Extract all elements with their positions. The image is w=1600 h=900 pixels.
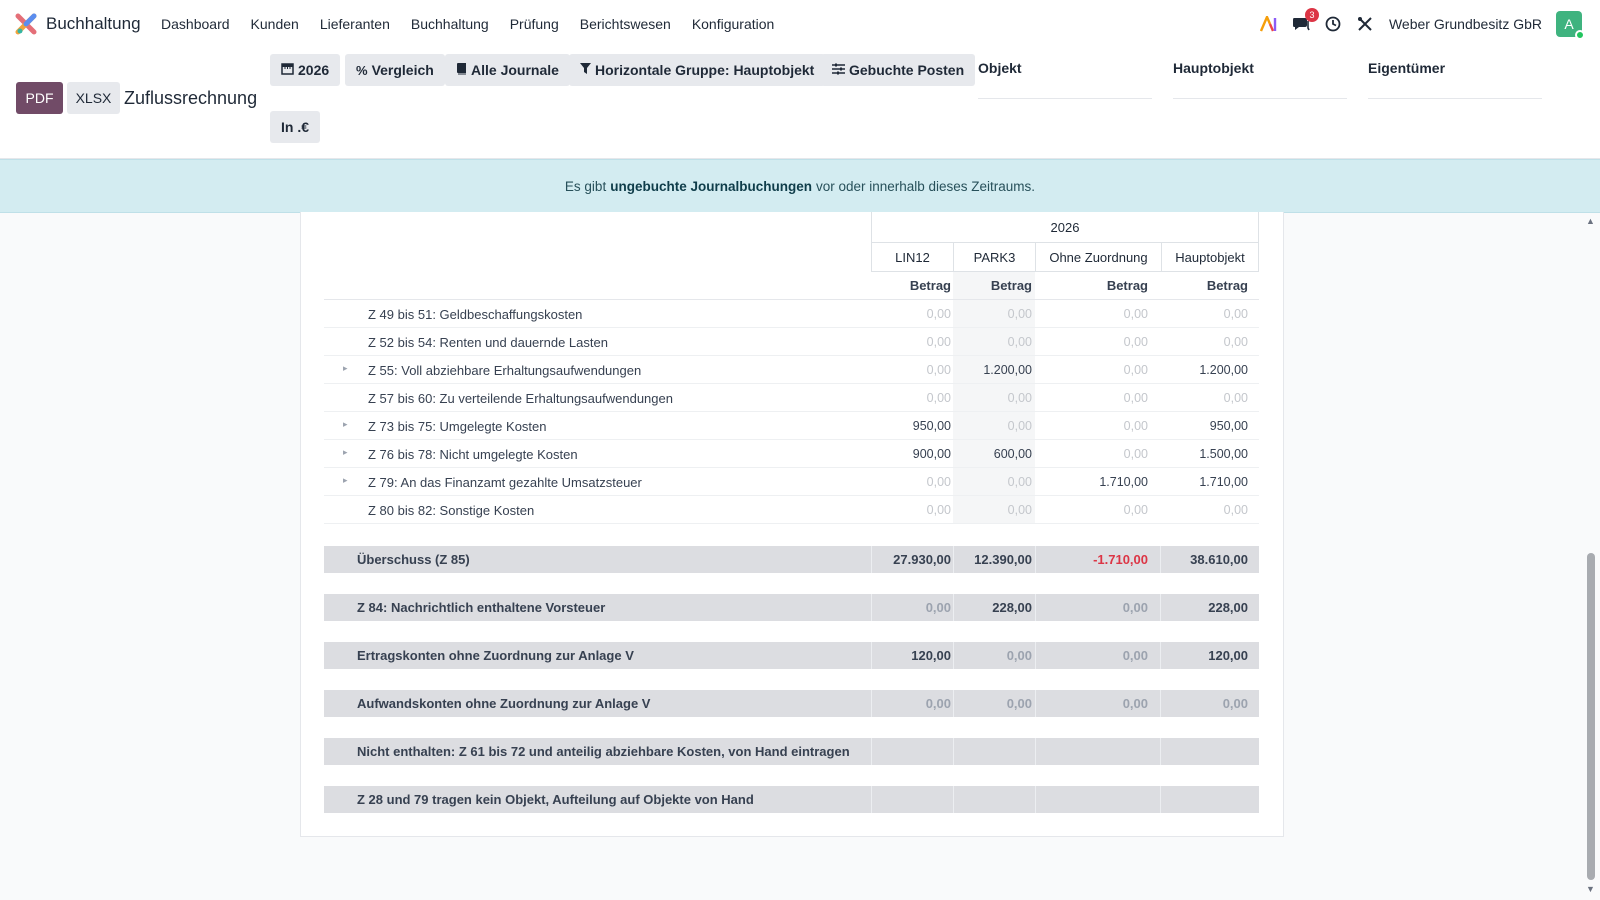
report-line-name: Z 57 bis 60: Zu verteilende Erhaltungsaufwendungen [368,391,673,406]
funnel-icon [580,63,591,78]
report-line[interactable] [324,356,1259,384]
horizontal-group-filter-label: Horizontale Gruppe: Hauptobjekt [595,62,815,78]
report-line-value: 0,00 [1007,419,1032,433]
menu-lieferanten[interactable]: Lieferanten [319,16,390,32]
date-filter-label: 2026 [298,62,330,78]
report-line-name: Z 80 bis 82: Sonstige Kosten [368,503,535,518]
column-separator [871,738,872,765]
report-line-value: 0,00 [1223,307,1248,321]
report-line-name: Z 76 bis 78: Nicht umgelegte Kosten [368,447,578,462]
report-line-name: Z 49 bis 51: Geldbeschaffungskosten [368,307,583,322]
column-header-lin12: LIN12 [871,242,954,272]
report-line [324,496,1259,524]
objekt-filter-label: Objekt [978,60,1022,76]
report-line-value: 0,00 [1123,307,1148,321]
report-line-value[interactable]: 950,00 [912,419,951,433]
subheader-betrag-2: Betrag [990,278,1032,293]
summary-line-name: Z 28 und 79 tragen kein Objekt, Aufteilung auf Objekte von Hand [357,792,754,807]
report-line-value: 0,00 [926,391,951,405]
report-line-value: 0,00 [1223,391,1248,405]
report-line-value: 0,00 [1223,335,1248,349]
report-line [324,300,1259,328]
report-line-value: 0,00 [1007,475,1032,489]
report-line[interactable] [324,440,1259,468]
summary-line-name: Überschuss (Z 85) [357,552,470,567]
report-line-value: 0,00 [1007,391,1032,405]
alert-text-before: Es gibt [564,178,607,194]
summary-line [324,786,1259,813]
report-line-name: Z 73 bis 75: Umgelegte Kosten [368,419,547,434]
menu-dashboard[interactable]: Dashboard [161,16,230,32]
summary-line-value[interactable]: 0,00 [1222,696,1248,711]
summary-line-value[interactable]: 0,00 [1006,696,1032,711]
scroll-up-arrow-icon[interactable]: ▲ [1586,216,1595,226]
column-separator [1160,786,1161,813]
column-header-park3: PARK3 [953,242,1036,272]
report-line-name: Z 55: Voll abziehbare Erhaltungsaufwendungen [368,363,642,378]
report-line-value: 0,00 [926,475,951,489]
column-separator [1160,738,1161,765]
report-line-value[interactable]: 1.200,00 [983,363,1032,377]
online-status-dot [1575,30,1585,40]
report-line-value[interactable]: 900,00 [912,447,951,461]
top-navbar [0,0,1600,48]
summary-line [324,690,1259,717]
brand[interactable] [14,12,141,36]
activity-clock-icon[interactable] [1323,14,1343,34]
summary-line-value[interactable]: 228,00 [1208,600,1248,615]
systray [1247,0,1582,48]
expand-caret-icon[interactable]: ▸ [343,475,348,485]
report-line-value[interactable]: 1.710,00 [1199,475,1248,489]
summary-line-value[interactable]: 0,00 [925,600,951,615]
date-filter-button[interactable] [270,54,340,86]
report-line[interactable] [324,412,1259,440]
column-header-hauptobjekt: Hauptobjekt [1161,242,1259,272]
report-line-name: Z 79: An das Finanzamt gezahlte Umsatzsteuer [368,475,642,490]
hauptobjekt-filter-input[interactable] [1173,98,1347,99]
column-separator [1035,738,1036,765]
expand-caret-icon[interactable]: ▸ [343,447,348,457]
calendar-icon [281,62,294,78]
summary-line-value[interactable]: 0,00 [1122,648,1148,663]
report-line-value: 0,00 [926,335,951,349]
summary-line-value[interactable]: 0,00 [1122,600,1148,615]
summary-line [324,738,1259,765]
summary-line-value[interactable]: 120,00 [911,648,951,663]
column-separator [953,738,954,765]
messages-icon[interactable] [1291,10,1315,34]
summary-line-name: Z 84: Nachrichtlich enthaltene Vorsteuer [357,600,606,615]
company-name[interactable]: Weber Grundbesitz GbR [1388,16,1542,32]
comparison-filter-label: Vergleich [371,62,434,78]
sliders-icon [832,63,845,78]
subheader-betrag-1: Betrag [909,278,951,293]
alert-text-after: vor oder innerhalb dieses Zeitraums. [815,178,1036,194]
report-line-name: Z 52 bis 54: Renten und dauernde Lasten [368,335,608,350]
report-line-value: 0,00 [926,503,951,517]
summary-line-value[interactable]: 0,00 [925,696,951,711]
menu-kunden[interactable]: Kunden [250,16,299,32]
subheader-betrag-3: Betrag [1106,278,1148,293]
objekt-filter-field[interactable] [978,60,1152,99]
currency-unit-label: In .€ [281,119,310,135]
report-line-value: 0,00 [1007,335,1032,349]
journals-filter-label: Alle Journale [471,62,559,78]
summary-line-value[interactable]: -1.710,00 [1093,552,1148,567]
report-line [324,384,1259,412]
odoo-accounting-logo-icon [14,12,38,36]
summary-line-value[interactable]: 38.610,00 [1190,552,1248,567]
report-line-value[interactable]: 1.710,00 [1099,475,1148,489]
column-separator [1035,786,1036,813]
summary-line [324,546,1259,573]
posted-entries-filter-button[interactable] [821,54,975,86]
report-line-value: 0,00 [1007,503,1032,517]
control-panel [0,48,1600,159]
summary-line-value[interactable]: 12.390,00 [974,552,1032,567]
summary-line-value[interactable]: 27.930,00 [893,552,951,567]
summary-line-value[interactable]: 0,00 [1006,648,1032,663]
posted-entries-filter-label: Gebuchte Posten [849,62,965,78]
report-line-value: 0,00 [1123,447,1148,461]
report-line-value[interactable]: 1.200,00 [1199,363,1248,377]
menu-buchhaltung[interactable]: Buchhaltung [410,16,489,32]
journals-filter-button[interactable] [445,54,570,86]
main-menu [151,16,785,32]
unposted-entries-alert [0,159,1600,213]
column-separator [871,786,872,813]
currency-unit-button[interactable] [270,111,320,143]
summary-line [324,642,1259,669]
report-line-value: 0,00 [926,363,951,377]
eigentuemer-filter-input[interactable] [1368,98,1542,99]
summary-line-value[interactable]: 0,00 [1122,696,1148,711]
report-line-value: 0,00 [1007,307,1032,321]
user-avatar[interactable] [1556,11,1582,37]
unposted-entries-link[interactable]: ungebuchte Journalbuchungen [610,178,812,194]
report-line-value[interactable]: 950,00 [1209,419,1248,433]
subheader-betrag-4: Betrag [1206,278,1248,293]
report-line-value: 0,00 [926,307,951,321]
summary-line [324,594,1259,621]
menu-berichtswesen[interactable]: Berichtswesen [579,16,671,32]
report-line-value: 0,00 [1123,503,1148,517]
app-name: Buchhaltung [46,14,141,33]
report-line-value: 0,00 [1123,391,1148,405]
tools-icon[interactable] [1355,14,1375,34]
summary-line-name: Aufwandskonten ohne Zuordnung zur Anlage V [357,696,651,711]
avatar-initial: A [1564,16,1574,32]
summary-line-name: Ertragskonten ohne Zuordnung zur Anlage V [357,648,634,663]
menu-konfiguration[interactable]: Konfiguration [691,16,775,32]
ai-icon[interactable] [1259,14,1279,34]
column-separator [953,786,954,813]
xlsx-button[interactable]: XLSX [67,82,120,114]
summary-line-name: Nicht enthalten: Z 61 bis 72 und anteilig abziehbare Kosten, von Hand eintragen [357,744,850,759]
horizontal-group-filter-button[interactable] [569,54,825,86]
hauptobjekt-filter-field[interactable] [1173,60,1347,99]
eigentuemer-filter-field[interactable] [1368,60,1542,99]
report-line-value: 0,00 [1123,335,1148,349]
column-header-ohne-zuordnung: Ohne Zuordnung [1035,242,1162,272]
report-line-value: 0,00 [1123,419,1148,433]
report-line[interactable] [324,468,1259,496]
comparison-filter-button[interactable] [345,54,445,86]
eigentuemer-filter-label: Eigentümer [1368,60,1446,76]
menu-pruefung[interactable]: Prüfung [509,16,559,32]
objekt-filter-input[interactable] [978,98,1152,99]
hauptobjekt-filter-label: Hauptobjekt [1173,60,1254,76]
percent-icon: % [356,62,368,78]
report-line-value: 0,00 [1123,363,1148,377]
scroll-down-arrow-icon[interactable]: ▼ [1586,884,1595,894]
year-column-header: 2026 [871,212,1259,243]
expand-caret-icon[interactable]: ▸ [343,419,348,429]
report-line-value[interactable]: 600,00 [993,447,1032,461]
pdf-button[interactable]: PDF [16,82,63,114]
summary-line-value[interactable]: 228,00 [992,600,1032,615]
summary-line-value[interactable]: 120,00 [1208,648,1248,663]
report-line [324,328,1259,356]
scrollbar-thumb[interactable] [1587,553,1595,880]
expand-caret-icon[interactable]: ▸ [343,363,348,373]
report-line-value: 0,00 [1223,503,1248,517]
book-icon [456,62,467,78]
message-count-badge: 3 [1305,8,1319,22]
report-title: Zuflussrechnung [124,88,258,108]
report-line-value[interactable]: 1.500,00 [1199,447,1248,461]
